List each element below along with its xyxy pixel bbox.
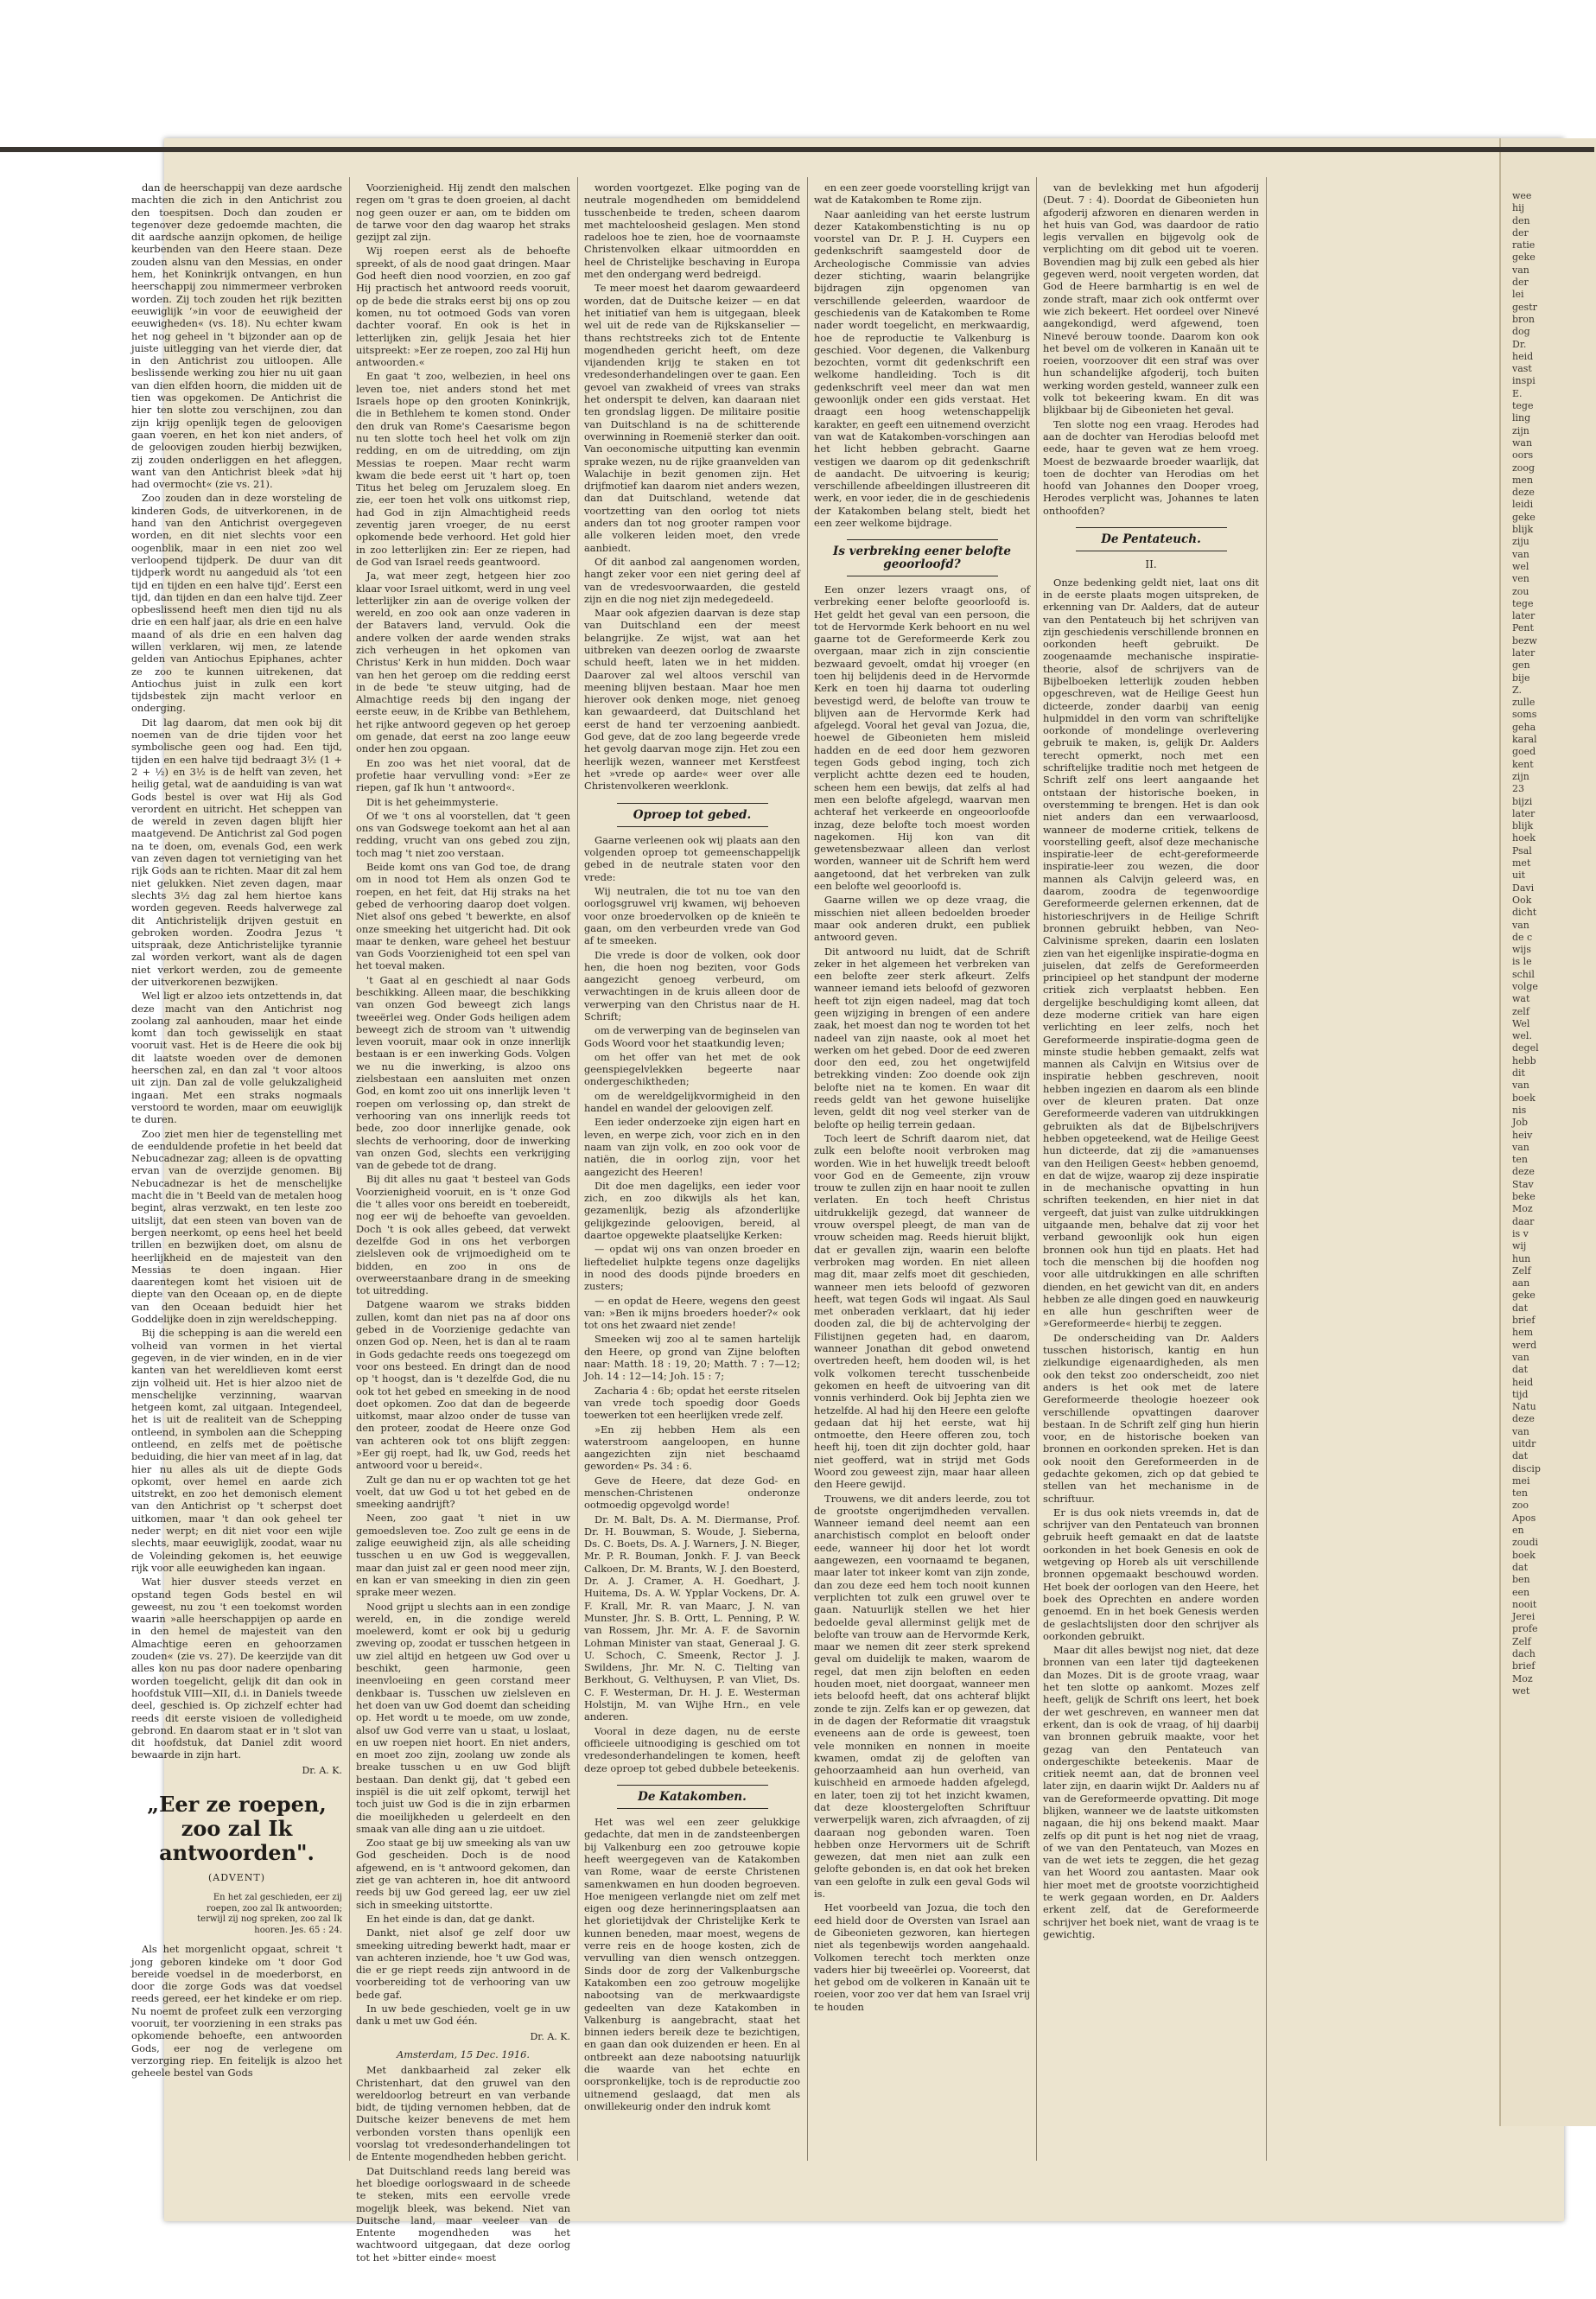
edge-fragment: zoudi: [1512, 1537, 1539, 1549]
column-2-after-dateline: [356, 2064, 570, 2264]
edge-fragment: wet: [1512, 1684, 1530, 1697]
column-rule: [1036, 177, 1037, 2161]
edge-fragment: wan: [1512, 436, 1533, 449]
edge-fragment: van: [1512, 919, 1529, 931]
edge-fragment: heid: [1512, 1376, 1534, 1388]
edge-fragment: hun: [1512, 1252, 1531, 1264]
paragraph: Een ieder onderzoeke zijn eigen hart en leven, en werpe zich, voor zich en in den naam van zijn volk, en zoo ook voor de natiën, die in oorlog zijn, voor het aangezicht des Heeren!: [584, 1116, 800, 1178]
paragraph: En gaat 't zoo, welbezien, in heel ons leven toe, niet anders stond het met Israels hope op den grooten Koninkrijk, die in Bethlehem te komen stond. Onder den druk van Rome's Caesarisme begon nu ten slotte toch heel het volk om zijn redding, en om de uitredding, om zijn Messias te roepen. Maar recht warm kwam die bede eerst uit 't hart op, toen Titus het beleg om Jeruzalem sloeg. En zie, eer toen het volk ons uitkomst riep, had God in zijn Almachtigheid reeds zeventig jaren vroeger, de nu eerst opkomende bede verhoord. Het gold hier in zoo letterlijken zin: Eer ze riepen, had de God van Israel reeds geantwoord.: [356, 370, 570, 568]
edge-fragment: Moz: [1512, 1672, 1533, 1684]
edge-fragment: deze: [1512, 1166, 1535, 1178]
edge-fragment: zelf: [1512, 1005, 1529, 1017]
column-2: [356, 182, 570, 2264]
paragraph: Dit is het geheimmysterie.: [366, 795, 499, 808]
edge-fragment: schil: [1512, 968, 1535, 980]
article-subheading: (ADVENT): [207, 1872, 266, 1883]
section-title: De Pentateuch.: [1043, 527, 1259, 551]
column-4-section-body: [814, 583, 1030, 2013]
paragraph: worden voortgezet. Elke poging van de neutrale mogendheden om bemiddelend tusschenbeide te treden, scheen daarom met machteloosheid geslagen. Men stond radeloos hoe te zien, hoe de voornaamste Christenvolken elkaar uitmoordden en heel de Christelijke beschaving in Europa met den ondergang werd bedreigd.: [584, 182, 800, 281]
paragraph: »En zij hebben Hem als een waterstroom aangeloopen, en hunne aangezichten zijn niet beschaamd geworden« Ps. 34 : 6.: [584, 1423, 800, 1473]
paragraph: In uw bede geschieden, voelt ge in uw dank u met uw God één.: [356, 2003, 570, 2028]
paragraph: En het einde is dan, dat ge dankt.: [366, 1912, 536, 1925]
edge-fragment: ben: [1512, 1574, 1530, 1586]
section-title: Is verbreking eener belofte geoorloofd?: [814, 539, 1030, 576]
edge-fragment: geke: [1512, 1290, 1536, 1302]
paragraph: Smeeken wij zoo al te samen hartelijk den Heere, op grond van Zijne beloften naar: Matth. 18 : 19, 20; Matth. 7 : 7—12; Joh. 14 : 12—14; Joh. 15 : 7;: [584, 1333, 800, 1383]
paragraph: Maar dit alles bewijst nog niet, dat deze bronnen van een later tijd dagteekenen dan Mozes. Dit is de groote vraag, waar het ten slotte op aankomt. Mozes zelf heeft, gelijk de Schrift ons leert, het boek der wet geschreven, en wanneer men dat erkent, dan is ook de vraag, of hij daarbij van bronnen gebruik maakte, voor het gezag van den Pentateuch van ondergeschikte beteekenis. Maar de critiek neemt aan, dat de bronnen veel later zijn, en daarin wijkt Dr. Aalders nu af van de Gereformeerde opvatting. Dit moge blijken, wanneer we de laatste uitkomsten nagaan, die hij ons bekend maakt. Maar zelfs op dit punt is het nog niet de vraag, of we van den Pentateuch, van Mozes en van de wet iets te zeggen, die het gezag van het Woord zou aantasten. Maar ook hier moet met de grootste voorzichtigheid te werk gegaan worden, en Dr. Aalders erkent zelf, dat de Gereformeerde schrijver het boek niet, want de vraag is te gewichtig.: [1043, 1644, 1259, 1940]
paragraph: Zoo ziet men hier de tegenstelling met de eenduldende profetie in het beeld dat Nebucadnezar zag; alleen is de opvatting ervan van de overzijde genomen. Bij Nebucadnezar is het de menschelijke macht die in 't Beeld van de metalen hoog begint, alras verzwakt, en ten leste zoo uitslijt, dat een steen van boven van de bergen neerkomt, op eens heel het beeld trillen en bezwijken doet, om alsnu de heerlijkheid en de majesteit van den Messias te doen ingaan. Hier daarentegen komt het visioen uit de diepte van den Oceaan op, en de diepte van den Oceaan beduidt hier het Goddelijke doen in zijn wereldschepping.: [131, 1127, 342, 1326]
column-5-body: [1043, 182, 1259, 517]
section-title: De Katakomben.: [584, 1785, 800, 1809]
edge-fragment: gestr: [1512, 301, 1537, 313]
edge-fragment: wel.: [1512, 1030, 1532, 1042]
dateline: Amsterdam, 15 Dec. 1916.: [397, 2047, 530, 2060]
edge-fragment: dat: [1512, 1561, 1529, 1573]
edge-fragment: blijk: [1512, 820, 1534, 832]
paragraph: Te meer moest het daarom gewaardeerd worden, dat de Duitsche keizer — en dat het initiatief van hem is uitgegaan, bleek wel uit de rede van de Rijkskanselier — thans rechtstreeks zich tot de Entente mogendheden gericht heeft, om deze vijandenden krijg te staken en tot vredesonderhandelingen over te gaan. Een gevoel van zwakheid of vrees van straks het onderspit te delven, kan daaraan niet ten grondslag liggen. De militaire positie van Duitschland is na de schitterende overwinning in Roemenië sterker dan ooit. Van oeconomische uitputting kan evenmin sprake wezen, nu de rijke graanvelden van Walachije in bezit genomen zijn. Het drijfmotief kan daarom niet anders wezen, dan dat Duitschland, wetende dat voortzetting van den oorlog tot niets anders dan tot nog grooter rampen voor alle volkeren leiden moet, den vrede aanbiedt.: [584, 282, 800, 554]
edge-fragment: dat: [1512, 1302, 1529, 1314]
edge-fragment: tijd: [1512, 1388, 1529, 1400]
edge-fragment: ten: [1512, 1487, 1529, 1500]
edge-fragment: Natu: [1512, 1401, 1536, 1413]
scripture-quote: En het zal geschieden, eer zij roepen, zoo zal Ik antwoorden; terwijl zij nog spreken, zoo zal Ik hooren. Jes. 65 : 24.: [197, 1893, 342, 1935]
edge-fragment: Jerei: [1512, 1611, 1536, 1623]
paragraph: Geve de Heere, dat deze God- en menschen-Christenen onderonze ootmoedig opgevolgd worde!: [584, 1474, 800, 1512]
paragraph: Er is dus ook niets vreemds in, dat de schrijver van den Pentateuch van bronnen gebruik heeft gemaakt en dat de laatste oorkonden in het boek Genesis en ook de wetgeving op Horeb als uit verschillende bronnen opgemaakt beschouwd worden. Het boek der oorlogen van den Heere, het boek des Oprechten en andere worden genoemd. En in het boek Genesis werden de geslachtslijsten door den schrijver als oorkonden gebruikt.: [1043, 1506, 1259, 1642]
column-5: [1043, 182, 1259, 2161]
paragraph: Bij die schepping is aan die wereld een volheid van vormen in het viertal gegeven, in de vier winden, en in de vier kanten van het wereldlieven komt eerst zijn volheid uit. Het is hier alzoo niet de menschelijke verzinning, waarvan hetgeen komt, zal uitgaan. Integendeel, het is uit de realiteit van de Schepping ontleend, in symbolen aan die Schepping ontleend, en zelfs met de poëtische beduiding, die hier van meet af in lag, dat hier nu alles als uit de diepte Gods opkomt, over hemel en aarde zich uitstrekt, en zoo het demonisch element van den Antichrist op 't scherpst doet uitkomen, maar 't dan ook geheel ter neder werpt; en dit niet voor een wijle slechts, maar eeuwiglijk, zoodat, waar nu de Voleinding gekomen is, het eeuwige rijk voor alle eeuwigheden kan ingaan.: [131, 1327, 342, 1574]
edge-fragment: een: [1512, 1586, 1530, 1598]
edge-fragment: ven: [1512, 573, 1529, 585]
edge-fragment: bezw: [1512, 634, 1537, 646]
edge-fragment: en: [1512, 1525, 1524, 1537]
edge-fragment: uit: [1512, 869, 1526, 882]
edge-fragment: wat: [1512, 993, 1530, 1005]
paragraph: Dit lag daarom, dat men ook bij dit noemen van de drie tijden voor het symbolische geen oog had. Een tijd, tijden en een halve tijd bedraagt 3½ (1 + 2 + ½) en 3½ is de helft van zeven, het heilig getal, wat de aanduiding is van wat Gods bestel is over wat Hij als God verordent en uitricht. Het scheppen van de wereld in zeven dagen blijft hier maatgevend. De Antichrist zal God pogen na te doen, om, evenals God, een werk van zeven dagen tot vernietiging van het rijk Gods aan te richten. Maar dit zal hem niet gelukken. Niet zeven dagen, maar slechts 3½ dag zal hem hiertoe kans worden gegeven. Reeds halverwege zal dit Antichristelijk drijven gestuit en gebroken worden. Zoodra Jezus 't uitspraak, deze Antichristelijke tyrannie zal worden verkort, want als de dagen niet verkort werden, zou de gemeente der uitverkorenen bezwijken.: [131, 716, 342, 988]
edge-fragment: zijn: [1512, 770, 1529, 782]
edge-fragment: boek: [1512, 1092, 1536, 1104]
edge-fragment: van: [1512, 1425, 1529, 1437]
edge-fragment: kent: [1512, 758, 1534, 770]
edge-fragment: geha: [1512, 721, 1536, 733]
edge-fragment: Wel: [1512, 1017, 1530, 1029]
edge-fragment: 23: [1512, 783, 1524, 795]
paragraph: Een onzer lezers vraagt ons, of verbreking eener belofte geoorloofd is. Het geldt het geval van een persoon, die tot de Hervormde Kerk behoort en nu wel gaarne tot de Gereformeerde Kerk zou overgaan, maar zich in zijn conscientie bezwaard gevoelt, omdat hij vroeger (en toen hij belijdenis deed in de Hervormde Kerk en toen hij daarna tot ouderling bevestigd werd, de belofte van trouw te blijven aan de Hervormde Kerk had afgelegd. Vooral het geval van Jozua, die, hoewel de Gibeonieten hem misleid hadden en de eed door hem gezworen tegen Gods gebod inging, toch zich verplicht achtte dezen eed te houden, scheen hem een bewijs, dat zelfs al had men een belofte afgelegd, waarvan men achteraf het verkeerde en ongeoorloofde inzag, deze belofte toch moest worden nagekomen. Hij kon van dit gewetensbezwaar alleen dan verlost worden, wanneer uit de Schrift hem werd aangetoond, dat het verbreken van zulk een belofte wel geoorloofd is.: [814, 583, 1030, 893]
paragraph: Of dit aanbod zal aangenomen worden, hangt zeker voor een niet gering deel af van de vredesvoorwaarden, die gesteld zijn en die nog niet zijn medegedeeld.: [584, 555, 800, 605]
paragraph: Ten slotte nog een vraag. Herodes had aan de dochter van Herodias beloofd met eede, haar te geven wat ze hem vroeg. Moest de bezwaarde broeder waarlijk, dat toen de dochter van Herodias om het hoofd van Johannes den Dooper vroeg, Herodes verplicht was, Johannes te laten onthoofden?: [1043, 417, 1259, 517]
edge-fragment: beke: [1512, 1191, 1536, 1203]
edge-fragment: inspi: [1512, 375, 1536, 387]
edge-fragment: dit: [1512, 1067, 1525, 1079]
edge-fragment: E.: [1512, 387, 1523, 399]
edge-fragment: zou: [1512, 585, 1529, 597]
paragraph: om de verwerping van de beginselen van Gods Woord voor het staatkundig leven;: [584, 1024, 800, 1049]
edge-fragment: uitdr: [1512, 1437, 1536, 1449]
edge-fragment: Pent: [1512, 622, 1534, 634]
column-5-section-body: [1043, 576, 1259, 1941]
edge-fragment: is v: [1512, 1227, 1529, 1239]
edge-fragment: ziju: [1512, 536, 1529, 548]
column-3-section-body: [584, 834, 800, 1774]
paragraph: Wij neutralen, die tot nu toe van den oorlogsgruwel vrij kwamen, wij behoeven voor onze broedervolken op de knieën te gaan, om den verbeurden vrede van God af te smeeken.: [584, 885, 800, 947]
paragraph: En zoo was het niet vooral, dat de profetie haar vervulling vond: »Eer ze riepen, gaf Ik hun 't antwoord«.: [356, 756, 570, 794]
edge-fragment: Zelf: [1512, 1635, 1531, 1647]
edge-fragment: zoo: [1512, 1500, 1529, 1512]
edge-fragment: brief: [1512, 1315, 1536, 1327]
edge-fragment: mei: [1512, 1474, 1530, 1487]
edge-fragment: karal: [1512, 734, 1537, 746]
edge-fragment: boek: [1512, 1549, 1536, 1561]
paragraph: Dankt, niet alsof ge zelf door uw smeeking uitreding bewerkt hadt, maar er van achteren inziende, hoe 't uw God was, die er ge riept reeds zijn antwoord in de voorbereiding tot de verhooring van uw bede gaf.: [356, 1926, 570, 2001]
edge-fragment: dog: [1512, 326, 1530, 338]
column-rule: [349, 177, 350, 2161]
column-1-after-quote: [131, 1943, 342, 2079]
edge-fragment: goed: [1512, 746, 1536, 758]
paragraph: Zoo zouden dan in deze worsteling de kinderen Gods, de uitverkorenen, in de hand van den Antichrist overgegeven worden, en dit niet slechts voor een oogenblik, maar in een niet zoo wel verloopend tijdperk. De duur van dit tijdperk wordt nu aangeduid als ‘tot een tijd en tijden en een halve tijd’. Eerst een tijd, dan tijden en dan een halve tijd. Zeer opbeslissend heeft men dien tijd nu als drie en een half jaar, als drie en een halve maand of als drie en een halven dag willen verklaren, wij men, ze latende gelden van Antiochus Epiphanes, achter ze zoo te kunnen uitrekenen, dat Antiochus juist in zulk een kort tijdsbestek zijn macht verloor en onderging.: [131, 492, 342, 715]
edge-fragment: bije: [1512, 672, 1530, 684]
paragraph: Zacharia 4 : 6b; opdat het eerste ritselen van vrede toch spoedig door Goeds toewerken tot een heerlijken vrede zelf.: [584, 1384, 800, 1422]
edge-fragment: deze: [1512, 1413, 1535, 1425]
paragraph: en een zeer goede voorstelling krijgt van wat de Katakomben te Rome zijn.: [814, 182, 1030, 207]
edge-fragment: wijs: [1512, 944, 1531, 956]
edge-fragment: Zelf: [1512, 1264, 1531, 1277]
edge-fragment: van: [1512, 1351, 1529, 1363]
edge-fragment: discip: [1512, 1462, 1541, 1474]
edge-fragment: dach: [1512, 1648, 1536, 1660]
edge-fragment: aan: [1512, 1277, 1530, 1290]
edge-fragment: men: [1512, 474, 1534, 486]
paragraph: Dit antwoord nu luidt, dat de Schrift zeker in het algemeen het verbreken van een belofte zeer sterk afkeurt. Zelfs wanneer iemand iets beloofd of gezworen heeft tot zijn eigen nadeel, mag dat toch geen wijziging in brengen of een andere zaak, het moest dan nog te worden tot het nadeel van zijn naaste, ook al moet het werken om het gebed. Door de eed zweren door den eed, zou het ongetwijfeld betrekking vinden: Zoo doende ook zijn belofte niet na te komen. En waar dit reeds geldt van het gewone huiselijke leven, geldt dit nog veel sterker van de belofte op heilig terrein gedaan.: [814, 945, 1030, 1130]
paragraph: om het offer van het met de ook geenspiegelvlekken begeerte naar ondergeschiktheden;: [584, 1050, 800, 1088]
edge-fragment: van: [1512, 548, 1529, 560]
section-numeral: II.: [1145, 558, 1157, 571]
edge-fragment: tege: [1512, 400, 1534, 412]
paragraph: Toch leert de Schrift daarom niet, dat zulk een belofte nooit verbroken mag worden. Wie in het huwelijk treedt belooft voor God en de Gemeente, zijn vrouw trouw te zullen zijn en haar nooit te zullen verlaten. En toch heeft Christus uitdrukkelijk gezegd, dat wanneer de vrouw overspel pleegt, de man van de vrouw scheiden mag. Reeds hieruit blijkt, dat er gevallen zijn, waarin een belofte verbroken mag worden. En niet alleen mag dit, maar zelfs moet dit geschieden, wanneer men iets beloofd of gezworen heeft, wat tegen Gods wil ingaat. Als Saul met onberaden verklaart, dat hij ieder dooden zal, die bij de achtervolging der Filistijnen gegeten had, en daarom, wanneer Jonathan dit gebod onwetend overtreden heeft, hem dooden wil, is het volk volkomen terecht tusschenbeide gekomen en heeft de uitvoering van dit vonnis verhinderd. Ook bij Jephta zien we hetzelfde. Al had hij den Heere een gelofte gedaan dat hij het eerste, wat hij ontmoette, den Heere offeren zou, toch heeft hij, toen dit zijn dochter gold, haar niet geofferd, wat in strijd met Gods Woord zou geweest zijn, maar haar alleen den Heere gewijd.: [814, 1131, 1030, 1491]
edge-fragment: geke: [1512, 252, 1536, 264]
edge-fragment: hoek: [1512, 832, 1536, 844]
paragraph: — en opdat de Heere, wegens den geest van: »Ben ik mijns broeders hoeder?« ook tot ons het zwaard niet zende!: [584, 1294, 800, 1332]
signature: Dr. A. K.: [302, 1764, 342, 1776]
edge-fragment: dicht: [1512, 907, 1537, 919]
edge-fragment: lei: [1512, 289, 1524, 301]
paragraph: Ja, wat meer zegt, hetgeen hier zoo klaar voor Israel uitkomt, werd in ung veel letterlijker zin aan de overige volken der wereld, en zoo ook aan onze vaderen in der Batavers land, vervuld. Ook die andere volken der aarde wenden straks zich verheugen in het opkomen van Christus' Kerk in hun midden. Doch waar van hen het geroep om die redding eerst in de bede 'te steuw uitging, had de Almachtige reeds bij den ingang der eerste eeuw, in de Kribbe van Bethlehem, het rijke antwoord gegeven op het geroep om genade, dat eerst na zoo lange eeuw onder hen zou opgaan.: [356, 570, 570, 755]
paragraph: Gaarne willen we op deze vraag, die misschien niet alleen bedoelden broeder maar ook anderen drukt, een publiek antwoord geven.: [814, 894, 1030, 944]
edge-fragment: ratie: [1512, 239, 1536, 252]
edge-fragment: dat: [1512, 1364, 1529, 1376]
article-headline: „Eer ze roepen, zoo zal Ik antwoorden".: [147, 1792, 327, 1865]
paragraph: Dr. M. Balt, Ds. A. M. Diermanse, Prof. Dr. H. Bouwman, S. Woude, J. Sieberna, Ds. C. Boets, Ds. A. J. Warners, J. N. Bieger, Mr. P. R. Bouman, Jonkh. F. J. van Beeck Calkoen, Dr. M. Brants, W. J. den Boesterd, Dr. A. J. Cramer, A. H. Goedhart, J. Huitema, Ds. A. W. Ypplar Vockens, Dr. A. F. Krall, Mr. R. van Maarc, J. N. van Munster, Jhr. S. B. Ortt, L. Penning, P. W. van Rossem, Jhr. Mr. A. F. de Savornin Lohman Minister van staat, Generaal J. G. U. Schoch, C. Smeenk, Rector J. J. Swildens, Jhr. Mr. N. C. Tielting van Berkhout, G. Velthuysen, P. van Vliet, Ds. C. F. Westerman, Dr. H. J. E. Westerman Holstijn, M. van Wijhe Hrn., en vele anderen.: [584, 1512, 800, 1723]
edge-fragment: heid: [1512, 350, 1534, 362]
edge-fragment: bron: [1512, 313, 1536, 325]
paragraph: Vooral in deze dagen, nu de eerste officieele uitnoodiging is geschied om tot vredesonderhandelingen te komen, heeft deze oproep tot gebed dubbele beteekenis.: [584, 1724, 800, 1774]
edge-fragment: oors: [1512, 449, 1534, 462]
paragraph: Onze bedenking geldt niet, laat ons dit in de eerste plaats mogen uitspreken, de erkenning van Dr. Aalders, dat de auteur van den Pentateuch bij het schrijven van zijn geschiedenis verschillende bronnen en oorkonden heeft gebruikt. De zoogenaamde mechanische inspiratie-theorie, alsof de schrijvers van de Bijbelboeken letterlijk zouden hebben opgeschreven, wat de Heilige Geest hun dicteerde, zonder daarbij van eenig hulpmiddel in den vorm van schriftelijke oorkonde of mondelinge overlevering gebruik te maken, is, gelijk Dr. Aalders terecht opmerkt, noch met een schriftelijke traditie noch met hetgeen de Schrift zelf ons leert aangaande het ontstaan der historische boeken, in overstemming te brengen. Het is dan ook niet anders dan een verwaarloosd, wanneer de moderne critiek, telkens de voorstelling geeft, alsof deze mechanische inspiratie-leer de echt-gereformeerde inspiratie-leer zou wezen, die door mannen als Calvijn geleerd was, en daarom, zoodra de tegenwoordige Gereformeerde gelernen erkennen, dat de historieschrijvers in de Heilige Schrift bronnen gebruikt hebben, van Neo-Calvinisme spreken, daarin een loslaten zien van het eigenlijke inspiratie-dogma en juiselen, dat zelfs de Gereformeerden principieel op het standpunt der moderne critiek zich verplaatst hebben. Een dergelijke beschuldiging komt alleen, dat deze moderne critiek van hare eigen verlichting en leer zelfs, noch het Gereformeerde inspiratie-dogma geen de minste studie hebben gemaakt, zelfs wat mannen als Calvijn en Witsius over de inspiratie hebben geschreven, nooit hebben ingezien en daarom als een blinde over de kleuren praten. Dat onze Gereformeerde vaderen van uitdrukkingen gebruikten als dat de Bijbelschrijvers hebben opgeteekend, wat de Heilige Geest hun dicteerde, dat zij die »amanuenses van den Heiligen Geest« hebben genoemd, en dat de wijze, waarop zij deze inspiratie in de mechanische opvatting in hun schriften teekenden, en hier niet in dat vergeeft, dat juist van zulke uitdrukkingen uitgaande men, behalve dat zij voor het verband gewoonlijk ook hun eigen bronnen ook hun tijd en plaats. Het had toch die menschen bij die hoofden nog voor alle uitdrukkingen en alle schriften dienden, en het gewicht van dit, en anders hebben ze alle dingen goed en nauwkeurig en alle hun geschriften weer de »Gereformeerde« hierbij te zeggen.: [1043, 576, 1259, 1330]
edge-fragment: van: [1512, 1141, 1529, 1153]
edge-fragment: tege: [1512, 597, 1534, 609]
edge-fragment: werd: [1512, 1339, 1537, 1351]
column-3-section2-body: [584, 1816, 800, 2112]
paragraph: om de wereldgelijkvormigheid in den handel en wandel der geloovigen zelf.: [584, 1089, 800, 1115]
edge-fragment: geke: [1512, 511, 1536, 523]
edge-fragment: bijzi: [1512, 795, 1533, 807]
edge-fragment: van: [1512, 1079, 1529, 1092]
edge-fragment: later: [1512, 807, 1536, 819]
paragraph: De onderscheiding van Dr. Aalders tusschen historisch, kantig en hun zielkundige eigenaardigheden, als men ook den tekst zoo onderscheidt, zoo niet anders is het ook met de latere Gereformeerde theologie hoezeer ook verschillende opvattingen daarover bestaan. In de Schrift zelf ging hun hierin voor, en de historische boeken van bronnen en oorkonden spreken. Het is dan ook nooit den Gereformeerden in de gedachte gekomen, zich op dat gebied te stellen van het mechanisme in de schriftuur.: [1043, 1331, 1259, 1505]
paragraph: Dat Duitschland reeds lang bereid was het bloedige oorlogswaard in de scheede te steken, mits een eervolle vrede mogelijk bleek, was bekend. Niet van Duitsche land, maar veeleer van de Entente mogendheden was het wachtwoord uitgegaan, dat deze oorlog tot het »bitter einde« moest: [356, 2164, 570, 2264]
edge-fragment: heiv: [1512, 1129, 1533, 1141]
page-fold-shadow: [0, 147, 1594, 152]
signature: Dr. A. K.: [530, 2030, 570, 2042]
edge-fragment: der: [1512, 226, 1529, 239]
paragraph: Met dankbaarheid zal zeker elk Christenhart, dat den gruwel van den wereldoorlog betreurt en van verbande bidt, de tijding vernomen hebben, dat de Duitsche keizer benevens de met hem verbonden vorsten thans openlijk een voorslag tot vredesonderhandelingen tot de Entente mogendheden hebben gericht.: [356, 2064, 570, 2163]
paragraph: Voorzienigheid. Hij zendt den malschen regen om 't gras te doen groeien, al dacht nog geen ouzer er aan, om te bidden om de tarwe voor den dag waarop het straks gezijpt zal zijn.: [356, 182, 570, 244]
edge-fragment: ten: [1512, 1154, 1529, 1166]
edge-fragment: Ook: [1512, 894, 1532, 906]
edge-fragment: Psal: [1512, 844, 1532, 857]
edge-fragment: Dr.: [1512, 338, 1527, 350]
paragraph: Wat hier dusver steeds verzet en opstand tegen Gods bestel en wil geweest, nu zou 't een toekomst worden waarin »alle heerschappijen op aarde en in den hemel de majesteit van den Almachtige eeren en gehoorzamen zouden« (zie vs. 27). De keerzijde van dit alles kon nu pas door nadere openbaring worden toegelicht, gelijk dit dan ook in hoofdstuk VIII—XII, d.i. in Daniels tweede deel, geschied is. Op zichzelf echter had reeds dit eerste visioen de volledigheid gebrond. En daarom staat er in 't slot van dit hoofdstuk, dat Daniel zdit woord bewaarde in zijn hart.: [131, 1576, 342, 1761]
column-4-body: [814, 182, 1030, 529]
edge-fragment: is le: [1512, 956, 1532, 968]
edge-fragment: profe: [1512, 1623, 1538, 1635]
paragraph: Zult ge dan nu er op wachten tot ge het voelt, dat uw God u tot het gebed en de smeeking aandrijft?: [356, 1473, 570, 1511]
paragraph: dan de heerschappij van deze aardsche machten die zich in den Antichrist zou den toespitsen. Doch dan zouden er tegenover deze gedoemde machten, die dit aardsche aanzijn opkomen, de heilige keurbenden van den Heere staan. Deze zouden alsnu van den Messias, en onder hem, het Koninkrijk ontvangen, en hun heerschappij zou nimmermeer verbroken worden. Zij toch zouden het rijk bezitten eeuwiglijk ‘»in voor de eeuwigheid der eeuwigheden« (vs. 18). Nu echter kwam het nog geheel in 't bijzonder aan op de juiste uitlegging van het vierde dier, dat in den Antichrist zou uitloopen. Alle beslissende werking zou hier nu uit gaan van dien elfden hoorn, die midden uit de tien was opgekomen. De Antichrist die hier ten slotte zou verschijnen, zou dan zijn krijg openlijk tegen de geloovigen gaan voeren, en het kon niet anders, of de geloovigen zouden hierbij bezwijken, zij zouden onderliggen en het afleggen, want van den Antichrist bleek »dat hij had overmocht« (zie vs. 21).: [131, 182, 342, 491]
edge-fragment: wij: [1512, 1240, 1527, 1252]
edge-fragment: leidi: [1512, 499, 1534, 511]
edge-fragment: Z.: [1512, 684, 1522, 696]
edge-fragment: deze: [1512, 487, 1535, 499]
edge-fragment: ling: [1512, 412, 1531, 424]
paragraph: Dit doe men dagelijks, een ieder voor zich, en zoo dikwijls als het kan, gezamenlijk, bezig als afzonderlijke gelijkgezinde geloovigen, bereid, al daartoe opgewekte plaatselijke Kerken:: [584, 1179, 800, 1242]
edge-fragment: soms: [1512, 709, 1537, 721]
column-3: [584, 182, 800, 2161]
paragraph: Die vrede is door de volken, ook door hen, die hoen nog beziten, voor Gods aangezicht genoeg verbeurd, om verwachtingen in de kruis alleen door de verwerping van den Christus naar de H. Schrift;: [584, 948, 800, 1022]
edge-fragment: hem: [1512, 1327, 1534, 1339]
edge-fragment: dat: [1512, 1450, 1529, 1462]
paragraph: Datgene waarom we straks bidden zullen, komt dan niet pas na af door ons gebed in de Voorzienige gedachte van onzen God op. Neen, het is dan al te raam in Gods gedachte reeds ons toegezegd om voor ons besteed. En dringt dan de nood op 't hoogst, dan is 't dezelfde God, die nu ook tot het gebed en smeeking in de nood doet opkomen. Zoo dat dan de begeerde uitkomst, maar alzoo onder de tusse van den proteer, zoodat de Heere onze God van achteren ook tot ons blijft zeggen: »Eer gij roept, had Ik, uw God, reeds het antwoord voor u bereid«.: [356, 1298, 570, 1472]
edge-fragment: Stav: [1512, 1178, 1534, 1190]
edge-fragment: wel: [1512, 560, 1529, 572]
edge-fragment: gen: [1512, 659, 1530, 672]
section-title: Oproep tot gebed.: [584, 803, 800, 827]
paragraph: — opdat wij ons van onzen broeder en lieftedeliet hulpkte tegens onze dagelijks in nood des doods pijnde broeders en zusters;: [584, 1243, 800, 1293]
edge-fragment: zulle: [1512, 697, 1536, 709]
next-page-text-fragments: [1512, 190, 1581, 1697]
column-4: [814, 182, 1030, 2161]
edge-fragment: Job: [1512, 1117, 1529, 1129]
paragraph: Beide komt ons van God toe, de drang om in nood tot Hem als onzen God te roepen, en het feit, dat Hij straks na het gebed de verhooring daarop doet volgen. Niet alsof ons gebed 't bewerkte, en alsof onze smeeking het uitgericht had. Dit ook maar te denken, ware geheel het bestuur van Gods Voorzienigheid tot een spel van het toeval maken.: [356, 861, 570, 972]
edge-fragment: nis: [1512, 1104, 1527, 1116]
edge-fragment: hij: [1512, 202, 1525, 214]
paragraph: Het was wel een zeer gelukkige gedachte, dat men in de zandsteenbergen bij Valkenburg een zoo getrouwe kopie heeft weergegeven van de Katakomben van Rome, waar de eerste Christenen samenkwamen en hun dooden begroeven. Hoe menigeen verlangde niet om zelf met eigen oog deze herinneringsplaatsen aan het glorietijdvak der Christelijke Kerk te kunnen beneden, maar moest, wegens de verre reis en de hooge kosten, zich de vervulling van dien wensch ontzeggen. Sinds door de zorg der Valkenburgsche Katakomben een zoo getrouw mogelijke nabootsing van de merkwaardigste gedeelten van deze Katakomben in Valkenburg is aangebracht, staat het binnen ieders bereik deze te bezichtigen, en gaan dan ook duizenden er heen. En al ontbreekt aan deze nabootsing natuurlijk die waarde van het echte en oorspronkelijke, toch is de reproductie zoo uitnemend geslaagd, dat men als onwillekeurig onder den indruk komt: [584, 1816, 800, 2112]
edge-fragment: later: [1512, 646, 1536, 659]
edge-fragment: later: [1512, 610, 1536, 622]
edge-fragment: brief: [1512, 1660, 1536, 1672]
paragraph: Trouwens, we dit anders leerde, zou tot de grootste ongerijmdheden vervallen. Wanneer iemand deel neemt aan een anarchistisch complot en belooft onder eede, wanneer hij door het lot wordt aangewezen, een voornaamd te beganen, maar later tot inkeer komt van zijn zonde, dan zou deze eed hem toch nooit kunnen verplichten tot zulk een gruwel over te gaan. Natuurlijk stellen we het hier bedoelde geval allerminst gelijk met de belofte van trouw aan de Hervormde Kerk, maar we nemen dit zeer sterk sprekend geval om duidelijk te maken, waarom de regel, dat men zijn beloften en eeden houden moet, niet doorgaat, wanneer men iets beloofd heeft, dat ons achteraf blijkt zonde te zijn. Zelfs kan er op gewezen, dat in de dagen der Reformatie dit vraagstuk eveneens aan de orde is geweest, toen vele monniken en nonnen in moeite kwamen, omdat zij de geloften van gehoorzaamheid aan hun overheid, van kuischheid en armoede hadden afgelegd, en later, toen zij tot het inzicht kwamen, dat deze kloostergeloften Schriftuur verwerpelijk waren, zich afvraagden, of zij daaraan nog gebonden waren. Toen hebben onze Hervormers uit de Schrift gewezen, dat men niet aan zulk een gelofte gebonden is, en dat ook het breken van een gelofte in zulk een geval Gods wil is.: [814, 1492, 1030, 1901]
edge-fragment: volge: [1512, 981, 1538, 992]
paragraph: 't Gaat al en geschiedt al naar Gods beschikking. Alleen maar, die beschikking van onzen God beweegt zich langs tweeërlei weg. Onder Gods heiligen adem beweegt zich de stroom van 't uitwendig leven vooruit, maar ook in onze innerlijk bestaan is er een inwerking Gods. Volgen we nu die inwerking, is alzoo ons zielsbestaan een aansluiten met onzen God, en komt zoo uit ons innerlijk leven 't roepen om verlossing op, dan strekt de verhooring van ons innerlijk reeds tot bede, zoo door innerlijke genade, ook slechts de verhooring, door de inwerking van onzen God, slechts een verkrijging van de gebede tot de drang.: [356, 973, 570, 1172]
paragraph: Zoo staat ge bij uw smeeking als van uw God gescheiden. Doch is de nood afgewend, en is 't antwoord gekomen, dan ziet ge van achteren in, hoe dit antwoord reeds bij uw God gereed lag, eer uw ziel sich in smeeking uitstortte.: [356, 1837, 570, 1911]
edge-fragment: blijk: [1512, 524, 1534, 536]
paragraph: Het voorbeeld van Jozua, die toch den eed hield door de Oversten van Israel aan de Gibeonieten gezworen, kan hiertegen niet als tegenbewijs worden aangehaald. Volkomen terecht toch merkten onze vaders hier bij tweeërlei op. Vooreerst, dat het gebod om de volkeren in Kanaän uit te roeien, voor zoo ver dat hem van Israel vrij te houden: [814, 1901, 1030, 2013]
edge-fragment: daar: [1512, 1215, 1535, 1227]
paragraph: Maar ook afgezien daarvan is deze stap van Duitschland een der meest belangrijke. Ze wijst, wat aan het uitbreken van deezen oorlog de zwaarste schuld heeft, laten we in het midden. Daarover zal wel altoos verschil van meening blijven bestaan. Maar hoe men hierover ook denken moge, niet genoeg kan gewaardeerd, dat Duitschland het eerst de hand ter verzoening aanbiedt. God geve, dat de zoo lang begeerde vrede het gevolg daarvan moge zijn. Het zou een heerlijk wezen, wanneer met Kerstfeest het »vrede op aarde« weer over alle Christenvolkeren weerklonk.: [584, 607, 800, 793]
paragraph: Neen, zoo gaat 't niet in uw gemoedsleven toe. Zoo zult ge eens in de zalige eeuwigheid zijn, als alle scheiding tusschen u en uw God is weggevallen, maar dan juist zal er geen nood meer zijn, en kan er van smeeking in dien zin geen sprake meer wezen.: [356, 1512, 570, 1599]
column-2-body: [356, 182, 570, 2028]
edge-fragment: met: [1512, 857, 1531, 869]
paragraph: Wel ligt er alzoo iets ontzettends in, dat deze macht van den Antichrist nog zoolang zal aanhouden, maar het einde komt dan toch gewisselijk en staat vooruit vast. Het is de Heere die ook bij dit laatste woeden over de demonen heerschen zal, en dan zal 't voor altoos uit zijn. Dan zal de volle gelukzaligheid ingaan. Met een straks nogmaals verstoord te worden, maar om eeuwiglijk te duren.: [131, 990, 342, 1126]
paragraph: Wij roepen eerst als de behoefte spreekt, of als de nood gaat dringen. Maar God heeft dien nood voorzien, en zoo gaf Hij practisch het antwoord reeds vooruit, op de bede die straks eerst bij ons op zou komen, nu tot ootmoed Gods van voren dachter vooraf. En ook is het in letterlijken zin, gelijk Jesaia het hier uitspreekt: »Eer ze roepen, zoo zal Hij hun antwoorden.«: [356, 245, 570, 369]
column-1-body: [131, 182, 342, 1761]
paragraph: Of we 't ons al voorstellen, dat 't geen ons van Godswege toekomt aan het al aan redding, vrucht van ons gebed zou zijn, toch mag 't niet zoo verstaan.: [356, 809, 570, 859]
paragraph: van de bevlekking met hun afgoderij (Deut. 7 : 4). Doordat de Gibeonieten hun afgoderij afzworen en dienaren werden in het huis van God, was daardoor de ratio legis vervallen en bijgevolg ook de verplichting om dit gebod uit te voeren. Bovendien mag bij zulk een gebed als hier gegeven werd, nooit vergeten worden, dat God de Heere barmhartig is en wel de zonde straft, maar zich ook ontfermt over wie zich bekeert. Het oordeel over Ninevé aangekondigd, werd afgewend, toen Ninevé berouw toonde. Daarom kon ook het bevel om de volkeren in Kanaän uit te roeien, voorzoover dit een straf was over hun schandelijke afgoderij, toch buiten werking worden gesteld, wanneer zulk een volk tot bekeering kwam. En dit was blijkbaar bij de Gibeonieten het geval.: [1043, 182, 1259, 417]
column-1: [131, 182, 342, 2161]
edge-fragment: de c: [1512, 931, 1533, 943]
paragraph: Naar aanleiding van het eerste lustrum dezer Katakombenstichting is nu op voorstel van Dr. P. J. H. Cuypers een gedenkschrift saamgesteld door de Archeologische Commissie van advies dezer stichting, waarin belangrijke bijdragen zijn opgenomen van verschillende geleerden, waardoor de geschiedenis van de Katakomben te Rome nader wordt toegelicht, en merkwaardig, hoe de reproductie te Valkenburg is geschied. Voor degenen, die Valkenburg bezochten, vormt dit gedenkschrift een welkome handleiding. Toch is dit gedenkschrift veel meer dan wat men gewoonlijk onder een gids verstaat. Het draagt een hoog wetenschappelijk karakter, en geeft een uitnemend overzicht van wat de Katakomben-vorschingen aan het licht hebben gebracht. Gaarne vestigen we daarom op dit gedenkschrift de aandacht. De uitvoering is keurig; verschillende afbeeldingen illustreeren dit werk, en voor ieder, die in de geschiedenis der Katakomben belang stelt, biedt het een zeer welkome bijdrage.: [814, 207, 1030, 530]
edge-fragment: nooit: [1512, 1598, 1537, 1610]
edge-fragment: degel: [1512, 1042, 1539, 1054]
edge-fragment: Davi: [1512, 882, 1535, 894]
column-rule: [807, 177, 808, 2161]
column-rule: [1266, 177, 1267, 2161]
column-rule: [577, 177, 578, 2161]
edge-fragment: der: [1512, 277, 1529, 289]
edge-fragment: zijn: [1512, 424, 1529, 436]
paragraph: Nood grijpt u slechts aan in een zondige wereld, en, in die zondige wereld moelewerd, komt er ook bij u gedurig zweving op, zoodat er tusschen hetgeen in uw ziel altijd en hetgeen uw God over u beschikt, geen harmonie, geen ineenvloeiing en geen corstand meer denkbaar is. Tusschen uw zielsleven en het doen van uw God doemt dan scheiding op. Het wordt u te moede, om uw zonde, alsof uw God verre van u staat, u loslaat, en uw roepen niet hoort. En niet anders, en moet zoo zijn, zoolang uw zonde als breake tusschen u en uw God blijft bestaan. Dan denkt gij, dat 't gebed een inspiël is die uit zelf opkomt, terwijl het toch juist uw God is die in zijn erbarmen die moeilijkheden u gelerdeelt en den smaak van alle ding aan u zie uitdoet.: [356, 1600, 570, 1835]
edge-fragment: zoog: [1512, 462, 1536, 474]
edge-fragment: Moz: [1512, 1203, 1533, 1215]
edge-fragment: van: [1512, 264, 1529, 276]
edge-fragment: Apos: [1512, 1512, 1536, 1524]
edge-fragment: vast: [1512, 363, 1532, 375]
paragraph: Gaarne verleenen ook wij plaats aan den volgenden oproep tot gemeenschappelijk gebed in de neutrale staten voor den vrede:: [584, 833, 800, 883]
column-3-body: [584, 182, 800, 793]
paragraph: Bij dit alles nu gaat 't besteel van Gods Voorzienigheid vooruit, en is 't onze God die 't alles voor ons bereidt en toebereidt, nog eer wij de behoefte van gevoelden. Doch 't is ook alles gebeed, dat verwekt dezelfde God in ons het verborgen zielsleven ook de vrijmoedigheid om te bidden, en zoo in ons de overweerstaanbare drang in de smeeking tot uitredding.: [356, 1173, 570, 1297]
edge-fragment: den: [1512, 214, 1530, 226]
paragraph: Als het morgenlicht opgaat, schreit 't jong geboren kindeke om 't door God bereide voedsel in de moederborst, en door die zorge Gods was dat voedsel reeds gereed, eer het kindeke er om riep. Nu noemt de profeet zulk een verzorging vooruit, ter voorziening in een straks pas opkomende behoefte, een antwoorden Gods, eer nog de verlegene om verzorging riep. En feitelijk is alzoo het geheele bestel van Gods: [131, 1943, 342, 2079]
edge-fragment: hebb: [1512, 1054, 1536, 1067]
edge-fragment: wee: [1512, 190, 1532, 201]
